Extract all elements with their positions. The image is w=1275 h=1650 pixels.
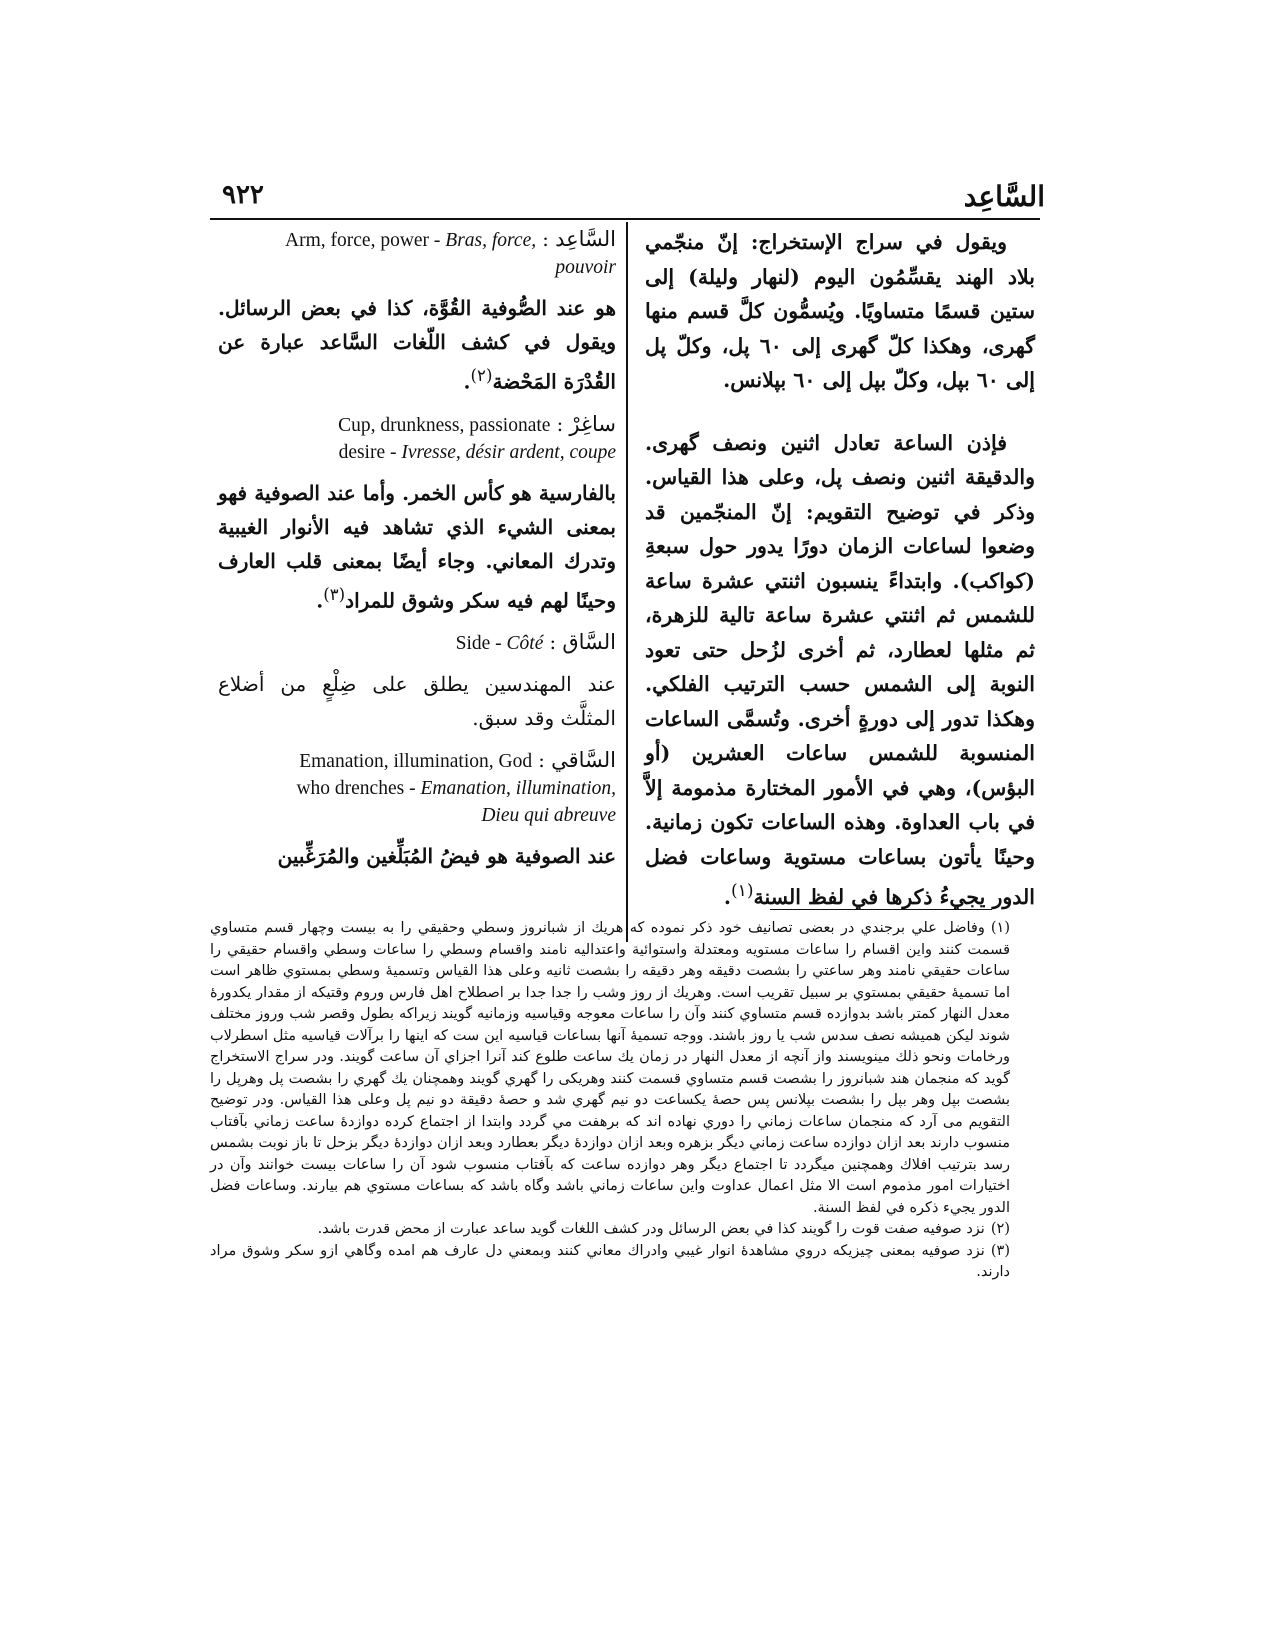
entry-saaid-body-text: هو عند الصُّوفية القُوَّة، كذا في بعض الرسائل. ويقول في كشف اللّغات السَّاعد عبارة عن القُدْرَة المَحْضة [218,296,616,394]
right-paragraph-2: فإذن الساعة تعادل اثنين ونصف گهرى. والدقيقة اثنين ونصف پل، وعلى هذا القياس. وذكر في توضيح التقويم: إنّ المنجّمين قد وضعوا لساعات الزمان دورًا يدور حول سبعةِ (كواكب). وابتداءً ينسبون اثنتي عشرة ساعة للشمس ثم اثنتي عشرة ساعة تالية للزهرة، ثم مثلها لعطارد، ثم أخرى لزُحل حتى تعود النوبة إلى الشمس حسب الترتيب الفلكي. وهكذا تدور إلى دورةٍ أخرى. وتُسمَّى الساعات المنسوبة للشمس ساعات العشرين (أو البؤس)، وهي في الأمور المختارة مذمومة إلاَّ في باب العداوة. وهذه الساعات تكون زمانية. وحينًا يأتون بساعات مستوية وساعات فضل الدور يجيءُ ذكرها في لفظ السنة$^{(١)}$. [645,430,1035,909]
header-rule [210,218,1040,220]
entry-saaid-head: السَّاعِد : Arm, force, power - Bras, force, [285,227,616,251]
footnote-1-number: (١) [990,920,1010,936]
entry-saghir-body: بالفارسية هو كأس الخمر. وأما عند الصوفية فهو بمعنى الشيء الذي تشاهد فيه الأنوار الغيبية وتدرك المعاني. وجاء أيضًا بمعنى قلب العارف وحينًا لهم فيه سكر وشوق للمراد$^{(٣)}$. [218,480,616,613]
entry-saqi-gloss-tail [218,775,616,802]
right-paragraph-1: ويقول في سراج الإستخراج: إنّ منجّمي بلاد الهند يقسِّمُون اليوم (لنهار وليلة) إلى ستين قسمًا متساويًا. ويُسمُّون كلَّ قسم منها گهرى، وهكذا كلّ گهرى إلى ٦٠ پل، وكلّ پل إلى ٦٠ بپل، وكلّ بپل إلى ٦٠ بپلانس. [645,230,1035,392]
footnote-1-text: وفاضل علي برجندي در بعضى تصانيف خود ذكر نموده كه هريك از شبانروز وسطي وحقيقي را به بيست وچهار قسم متساوي قسمت كنند واين اقسام را ساعات مستويه ومعتدلة واستوائية واعتداليه نامند واقسام وسطي را ساعات وسطي واقسام حقيقي را ساعات حقيقي نامند وهر ساعتي را بشصت دقيقه وهر دقيقه را بشصت ثانيه وعلى هذا القياس وتسميهٔ وسطي بمستوي ظاهر است اما تسميهٔ حقيقي بمستوي بر سبيل تقريب است. وهريك از روز وشب را جدا جدا بر اصطلاح اهل فارس وروم وقتيكه از مقدار يكدورهٔ معدل النهار كمتر باشد بدوازده قسم متساوي كنند وآن را ساعات معوجه وقياسيه وزمانيه گويند زيراكه بطول وقصر شب وروز مختلف شوند ليكن هميشه نصف سدس شب يا روز باشند. ووجه تسميهٔ آنها بساعات قياسيه اين ست كه اينها را برآلات قياسيه مثل اسطرلاب ورخامات ونحو ذلك مينويسند واز آنچه از معدل النهار در زمان يك ساعت طلوع كند آنرا اجزاي آن ساعت گويند. ودر سراج الاستخراج گويد كه منجمان هند شبانروز را بشصت قسم متساوي قسمت كنند وهريكى را گهري گويند وهمچنان يك گهري را بشصت پل وهرپل را بشصت بپل وهر بپل را بشصت بپلانس پس حصهٔ يكساعت دو نيم گهري شد و حصهٔ دقيقة دو نيم پل وعلى هذا القياس. ودر توضيح التقويم مى آرد كه منجمان ساعات زماني را دوري نهاده اند كه برهفت مي گردد وابتدا از اجتماع كرده دوازدهٔ ساعت زماني بآفتاب منسوب دارند بعد ازان دوازده ساعت زماني ديگر بزهره وبعد ازان دوازدهٔ ديگر بعطارد وبعد ازان دوازدهٔ ديگر بزحل تا باز نوبت بشمس رسد بترتيب افلاك وهمچنين ميگردد تا اجتماع ديگر وهر دوازده ساعت كه بآفتاب منسوب شود آن را ساعات بيست خوانند وآن در اختيارات امور مذموم است الا مثل اعمال عداوت واين ساعات زماني باشد وگاه باشد كه بساعات مستوي هم بيارند. وساعات فضل الدور يجيء ذكره في لفظ السنة. [210,920,1010,1216]
entry-saq-gloss-fr: Côté [506,633,544,655]
entry-saaid-gloss-tail: pouvoir [555,257,616,278]
right-paragraph-2-text: فإذن الساعة تعادل اثنين ونصف گهرى. والدقيقة اثنين ونصف پل، وعلى هذا القياس. وذكر في توضيح التقويم: إنّ المنجّمين قد وضعوا لساعات الزمان دورًا يدور حول سبعةِ (كواكب). وابتداءً ينسبون اثنتي عشرة ساعة للشمس ثم اثنتي عشرة ساعة تالية للزهرة، ثم مثلها لعطارد، ثم أخرى لزُحل حتى تعود النوبة إلى الشمس حسب الترتيب الفلكي. وهكذا تدور إلى دورةٍ أخرى. وتُسمَّى الساعات المنسوبة للشمس ساعات العشرين (أو البؤس)، وهي في الأمور المختارة مذمومة إلاَّ في باب العداوة. وهذه الساعات تكون زمانية. وحينًا يأتون بساعات مستوية وساعات فضل الدور يجيءُ ذكرها في لفظ السنة [645,430,1035,909]
footnote-1 [210,918,1010,1219]
right-column [645,225,1035,914]
footnote-ref-2: (٢) [470,366,493,385]
footnote-2-number: (٢) [990,1221,1010,1237]
page-number: ٩٢٢ [222,180,264,210]
footnote-ref-1: (١) [730,881,754,901]
entry-saq-gloss [456,633,544,654]
entry-saghir-gloss-fr: Ivresse, désir ardent, coupe [401,441,616,463]
entry-saghir-gloss-tail [218,439,616,466]
footnote-rule [770,909,992,910]
entry-saqi-gloss-tail-en: who drenches - [296,778,421,800]
entry-saaid-gloss-fr: Bras, force, [445,230,537,251]
footnote-3 [210,1241,1010,1284]
entry-saqi-gloss-en: Emanation, illumination, God [299,751,533,773]
column-divider [626,222,628,942]
entry-saghir-head: ساغِرْ : Cup, drunkness, passionate [338,411,616,436]
left-column [218,226,616,885]
entry-saqi-gloss-fr: Emanation, illumination, [420,778,616,800]
entry-saqi-gloss-tail-2: Dieu qui abreuve [481,805,616,827]
entry-saq-gloss-en: Side - [455,633,507,655]
footnote-ref-3: (٣) [323,584,346,604]
entry-saq-head: السَّاق : Side - Côté [455,630,616,655]
entry-saghir-gloss-tail-en: desire - [338,441,402,463]
entry-saqi-term: السَّاقي [551,748,616,773]
footnote-3-number: (٣) [990,1242,1010,1259]
entry-saghir-gloss-en: Cup, drunkness, passionate [338,414,551,436]
entry-saaid-body: هو عند الصُّوفية القُوَّة، كذا في بعض الرسائل. ويقول في كشف اللّغات السَّاعد عبارة عن القُدْرَة المَحْضة$^{(٢)}$. [218,296,616,394]
entry-saqi-head: السَّاقي : Emanation, illumination, God [299,748,616,773]
entry-saq-term: السَّاق [562,630,616,655]
footnote-3-text: نزد صوفيه بمعنى چيزيكه دروي مشاهدهٔ انوار غيبي وادراك معاني كنند وبمعني دل عارف هم امده وگاهي ازو سكر وشوق مراد دارند. [210,1242,1010,1280]
entry-saghir-body-text: بالفارسية هو كأس الخمر. وأما عند الصوفية فهو بمعنى الشيء الذي تشاهد فيه الأنوار الغيبية وتدرك المعاني. وجاء أيضًا بمعنى قلب العارف وحينًا لهم فيه سكر وشوق للمراد [218,480,616,613]
entry-saaid-gloss-en: Arm, force, power - [285,230,446,251]
footnotes [210,918,1010,1284]
entry-saqi-body: عند الصوفية هو فيضُ المُبَلِّغين والمُرَغِّبين [277,844,616,869]
footnote-2-text: نزد صوفيه صفت قوت را گويند كذا في بعض الرسائل ودر كشف اللغات گويد ساعد عبارت از محض قدرت باشد. [317,1221,985,1237]
entry-saghir-term: ساغِرْ [569,411,616,436]
entry-saq-body: عند المهندسين يطلق على ضِلْعٍ من أضلاع المثلَّث وقد سبق. [218,672,616,731]
running-header-word: السَّاعِد [963,180,1045,213]
entry-saaid-term: السَّاعِد [555,227,616,251]
entry-saaid-gloss [285,230,536,251]
footnote-2 [210,1219,1010,1241]
